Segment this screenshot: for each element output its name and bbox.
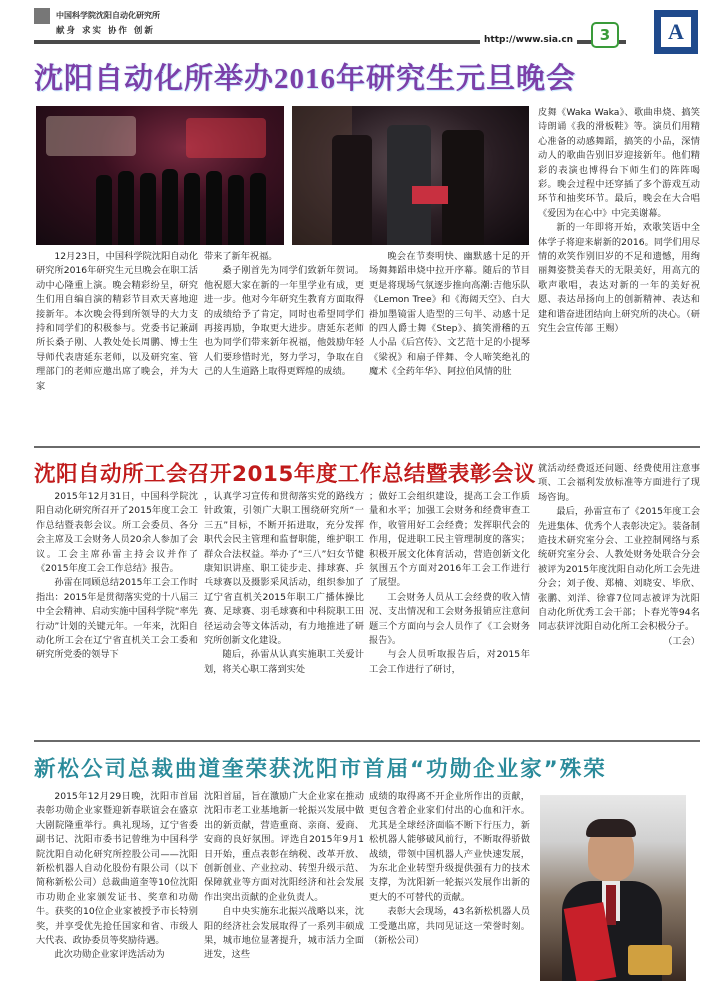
institute-motto: 献身 求实 协作 创新 [56,26,155,36]
paragraph: 成绩的取得离不开企业所作出的贡献，更包含着企业家们付出的心血和汗水。尤其是全球经济面临不断下行压力，新松机器人能够破风前行，不断取得骄做战绩，带领中国机器人产业快速发展，为东北企业转型升级提供强有力的技术支撑，为沈阳新一轮振兴发展作出新的更大的不可替代的贡献。 [369,791,530,903]
paragraph: 与会人员听取报告后，对2015年工会工作进行了研讨， [369,649,530,675]
paragraph: 最后，孙雷宣布了《2015年度工会先进集体、优秀个人表彰决定》。装备制造技术研究室分会、工业控制网络与系统研究室分会、人教处财务处联合分会被评为2015年度沈阳自动化所工会先进分会；刘子俊、郑楠、刘晓安、毕欣、张鹏、刘洋、徐睿7位同志被评为沈阳自动化所优秀工会干部；卜春光等94名同志获评沈阳自动化所工会积极分子。 [538,506,700,633]
article2-column-1 [36,490,198,735]
paragraph: 自中央实施东北振兴战略以来，沈阳的经济社会发展取得了一系列丰硕成果，城市地位显著提升，城市活力全面迸发，这些 [204,906,364,961]
paragraph: 桑子刚首先为同学们致新年贺词。他祝愿大家在新的一年里学业有成，更进一步。他对今年研究生教育方面取得的成绩给予了肯定，同时也希望同学们再接再励，争取更大进步。唐延东老师也为同学们带来新年祝福，他鼓励年轻人们要珍惜时光，努力学习，争取在自己的人生道路上取得更辉煌的成绩。 [204,265,364,378]
article3-column-1 [36,790,198,1002]
sia-logo-icon: A [654,10,698,54]
section-divider [34,446,700,448]
article1-column-3 [369,250,530,440]
paragraph: 此次功勋企业家评选活动为 [54,949,165,961]
paragraph: ；做好工会组织建设，提高工会工作质量和水平；加强工会财务和经费审查工作，收管用好工会经费；发挥职代会的作用，促进职工民主管理制度的落实；积极开展文化体育活动，营造创新文化氛围五个方面对2016年工会工作进行了展望。 [369,491,530,589]
website-url: http://www.sia.cn [480,35,577,45]
article3-column-2 [204,790,364,1002]
paragraph: （工会） [663,635,700,647]
article3-column-3 [369,790,530,1002]
section-divider [34,740,700,742]
paragraph: 沈阳首届，旨在激励广大企业家在推动沈阳市老工业基地新一轮振兴发展中做出的新贡献，营造重商、亲商、爱商、安商的良好氛围。评选自2015年9月1日开始，重点表彰在纳税、改革开放、创新创业、产业拉动、转型升级示范、保障就业等方面对沈阳经济和社会发展作出突出贡献的企业负责人。 [204,791,364,903]
choir-stage-photo [36,106,284,245]
article2-column-2 [204,490,364,735]
paragraph: 随后，孙雷从认真实施职工关爱计划，将关心职工落到实处 [204,649,364,675]
institute-name: 中国科学院沈阳自动化研究所 [56,11,160,20]
paragraph: 晚会在节奏明快、幽默感十足的开场舞舞蹈串烧中拉开序幕。随后的节目更是将现场气氛逐步推向高潮:吉他乐队《Lemon Tree》和《海阔天空》、白大褂加墨镜雷人造型的三句半、动感十足的四人爵士舞《Step》、搞笑滑稽的五人小品《后宫传》、文艺范十足的小提琴《梁祝》和扇子伴舞、令人啼笑绝礼的魔术《全药年华》、阿拉伯风情的肚 [369,251,530,378]
article2-column-4 [538,462,700,735]
paragraph: 12月23日，中国科学院沈阳自动化研究所2016年研究生元旦晚会在职工活动中心隆重上演。晚会精彩纷呈，研究生们用自编自演的精彩节目欢天喜地迎接新年。本次晚会得到所领导的大力支持和同学们的积极参与。党委书记兼副所长桑子刚、人教处处长周鹏、博士生导师代表唐延东老师，以及研究室、管理部门的老师应邀出席了晚会，并为大家 [36,251,198,392]
award-portrait-photo [540,795,686,981]
article1-column-4 [538,106,700,440]
paragraph: 孙雷在同顾总结2015年工会工作时指出：2015年是贯彻落实党的十八届三中全会精神、启动实施中国科学院“率先行动”计划的关键元年。一年来，沈阳自动化所工会在辽宁省直机关工会工委和研究所党委的领导下 [36,577,198,661]
paragraph: 2015年12月31日，中国科学院沈阳自动化研究所召开了2015年度工会工作总结暨表彰会议。所工会委员、各分会主席及工会财务人员20余人参加了会议。工会主席孙雷主持会议并作了《2015年度工会工作总结》报告。 [36,491,198,575]
article1-column-1 [36,250,198,440]
institute-logo-icon [34,8,50,24]
article3-title: 新松公司总裁曲道奎荣获沈阳市首届“功勋企业家”殊荣 [34,757,607,782]
lottery-prize-photo [292,106,529,245]
paragraph: 就活动经费返还问题、经费使用注意事项、工会福利发放标准等方面进行了现场咨询。 [538,463,700,503]
paragraph: 表彰大会现场，43名新松机器人员工受邀出席，共同见证这一荣誉时刻。（新松公司） [369,906,530,947]
paragraph: 工会财务人员从工会经费的收入情况、支出情况和工会财务报销应注意问题三个方面向与会人员作了《工会财务报告》。 [369,591,530,647]
paragraph: 2015年12月29日晚，沈阳市首届表彰功勋企业家暨迎新春联谊会在盛京大剧院隆重举行。典礼现场，辽宁省委副书记、沈阳市委书记曾维为中国科学院沈阳自动化研究所控股公司——沈阳新松机器人自动化股份有限公司（以下简称新松公司）总裁曲道奎等10位沈阳市功勋企业家颁发证书、奖章和功勋牛。获奖的10位企业家被授予市长特别奖，并享受优先抢任国家和省、市级人大代表、政协委员等奖励待遇。 [36,791,198,947]
article1-column-2 [204,250,364,440]
paragraph: 新的一年即将开始，欢歌笑语中全体学子将迎来崭新的2016。同学们用尽情的欢笑作别旧岁的不足和遗憾，用绚丽舞姿赞美春天的无限美好，用高亢的歌声歌唱，表达对新的一年的美好祝愿、表达昂扬向上的创新精神、表达和建和谐奋进团结向上研究所的决心。（研究生会宣传部 王赐） [538,222,700,335]
paragraph: 皮舞《Waka Waka》、歌曲串烧、搞笑诗朗诵《我的滑板鞋》等。演员们用精心准备的动感舞蹈，搞笑的小品，深情动人的歌曲告别旧岁迎接新年。他们精彩的表演也博得台下师生们的阵阵喝彩。晚会过程中还穿插了多个游戏互动环节和抽奖环节。最后，晚会在大合唱《爱因为在心中》中完美谢幕。 [538,107,700,219]
paragraph: 带来了新年祝福。 [204,251,278,262]
article2-column-3 [369,490,530,735]
page-number: 3 [591,22,619,48]
article1-title: 沈阳自动化所举办2016年研究生元旦晚会 [34,63,577,95]
article2-title: 沈阳自动所工会召开2015年度工作总结暨表彰会议 [34,462,536,487]
paragraph: ，认真学习宣传和贯彻落实党的路线方针政策，引领广大职工围绕研究所“一三五”目标，不断开拓进取，充分发挥职代会民主管理和监督职能，维护职工群众合法权益。举办了“三八”妇女节健康知识讲座、职工徒步走、排球赛、乒乓球赛以及摄影采风活动，组织参加了辽宁省直机关2015年职工广播体操比赛、足球赛、羽毛球赛和中科院职工田径运动会等文体活动，有力地推进了研究所创新文化建设。 [204,491,364,647]
